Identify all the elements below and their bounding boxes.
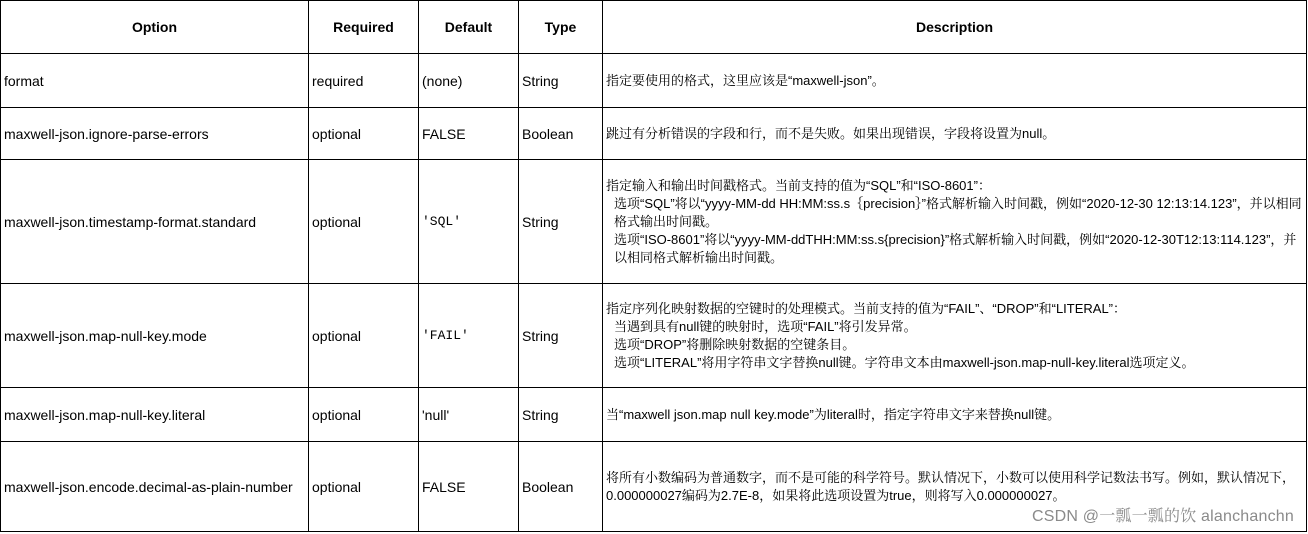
default-cell: (none) <box>419 54 519 108</box>
header-description: Description <box>603 1 1307 54</box>
description-line: 选项“LITERAL”将用字符串文字替换null键。字符串文本由maxwell-json.map-null-key.literal选项定义。 <box>614 354 1195 370</box>
required-cell: optional <box>309 108 419 160</box>
required-cell: optional <box>309 442 419 532</box>
option-cell: maxwell-json.map-null-key.literal <box>1 388 309 442</box>
type-cell: Boolean <box>519 442 603 532</box>
header-required: Required <box>309 1 419 54</box>
option-cell: maxwell-json.timestamp-format.standard <box>1 160 309 284</box>
description-line: 当“maxwell json.map null key.mode”为literal时，指定字符串文字来替换null键。 <box>606 406 1061 422</box>
description-line: 选项“DROP”将删除映射数据的空键条目。 <box>614 336 856 352</box>
required-cell: optional <box>309 284 419 388</box>
description-cell <box>603 54 1307 108</box>
description-cell <box>603 160 1307 284</box>
default-cell: FALSE <box>419 442 519 532</box>
default-cell: 'null' <box>419 388 519 442</box>
table-row <box>1 108 1307 160</box>
description-cell <box>603 284 1307 388</box>
description-line: 指定输入和输出时间戳格式。当前支持的值为“SQL”和“ISO-8601”： <box>606 177 991 193</box>
option-cell: maxwell-json.map-null-key.mode <box>1 284 309 388</box>
table-row <box>1 160 1307 284</box>
description-cell <box>603 388 1307 442</box>
header-row <box>1 1 1307 54</box>
table-row <box>1 284 1307 388</box>
default-cell: 'FAIL' <box>419 284 519 388</box>
description-cell <box>603 108 1307 160</box>
description-line: 将所有小数编码为普通数字，而不是可能的科学符号。默认情况下，小数可以使用科学记数法书写。例如，默认情况下，0.000000027编码为2.7E-8，如果将此选项设置为true，则将写入0.000000027。 <box>606 469 1296 503</box>
description-line: 指定要使用的格式，这里应该是“maxwell-json”。 <box>606 72 885 88</box>
default-cell: 'SQL' <box>419 160 519 284</box>
type-cell: String <box>519 54 603 108</box>
table-row <box>1 54 1307 108</box>
option-cell: maxwell-json.encode.decimal-as-plain-number <box>1 442 309 532</box>
type-cell: String <box>519 388 603 442</box>
required-cell: optional <box>309 160 419 284</box>
required-cell: required <box>309 54 419 108</box>
default-cell: FALSE <box>419 108 519 160</box>
description-line: 跳过有分析错误的字段和行，而不是失败。如果出现错误，字段将设置为null。 <box>606 125 1056 141</box>
description-line: 选项“SQL”将以“yyyy-MM-dd HH:MM:ss.s｛precision｝”格式解析输入时间戳，例如“2020-12-30 12:13:14.123”，并以相同格式输出时间戳。 <box>614 195 1302 229</box>
description-line: 选项“ISO-8601”将以“yyyy-MM-ddTHH:MM:ss.s{precision}”格式解析输入时间戳，例如“2020-12-30T12:13:114.123”，并以相同格式解析输出时间戳。 <box>614 231 1297 265</box>
description-line: 当遇到具有null键的映射时，选项“FAIL”将引发异常。 <box>614 318 917 334</box>
description-line: 指定序列化映射数据的空键时的处理模式。当前支持的值为“FAIL”、“DROP”和“LITERAL”： <box>606 300 1127 316</box>
type-cell: String <box>519 160 603 284</box>
type-cell: String <box>519 284 603 388</box>
table-row <box>1 388 1307 442</box>
header-type: Type <box>519 1 603 54</box>
option-cell: format <box>1 54 309 108</box>
header-default: Default <box>419 1 519 54</box>
required-cell: optional <box>309 388 419 442</box>
option-cell: maxwell-json.ignore-parse-errors <box>1 108 309 160</box>
watermark: CSDN @一瓢一瓢的饮 alanchanchn <box>1031 508 1294 525</box>
type-cell: Boolean <box>519 108 603 160</box>
header-option: Option <box>1 1 309 54</box>
